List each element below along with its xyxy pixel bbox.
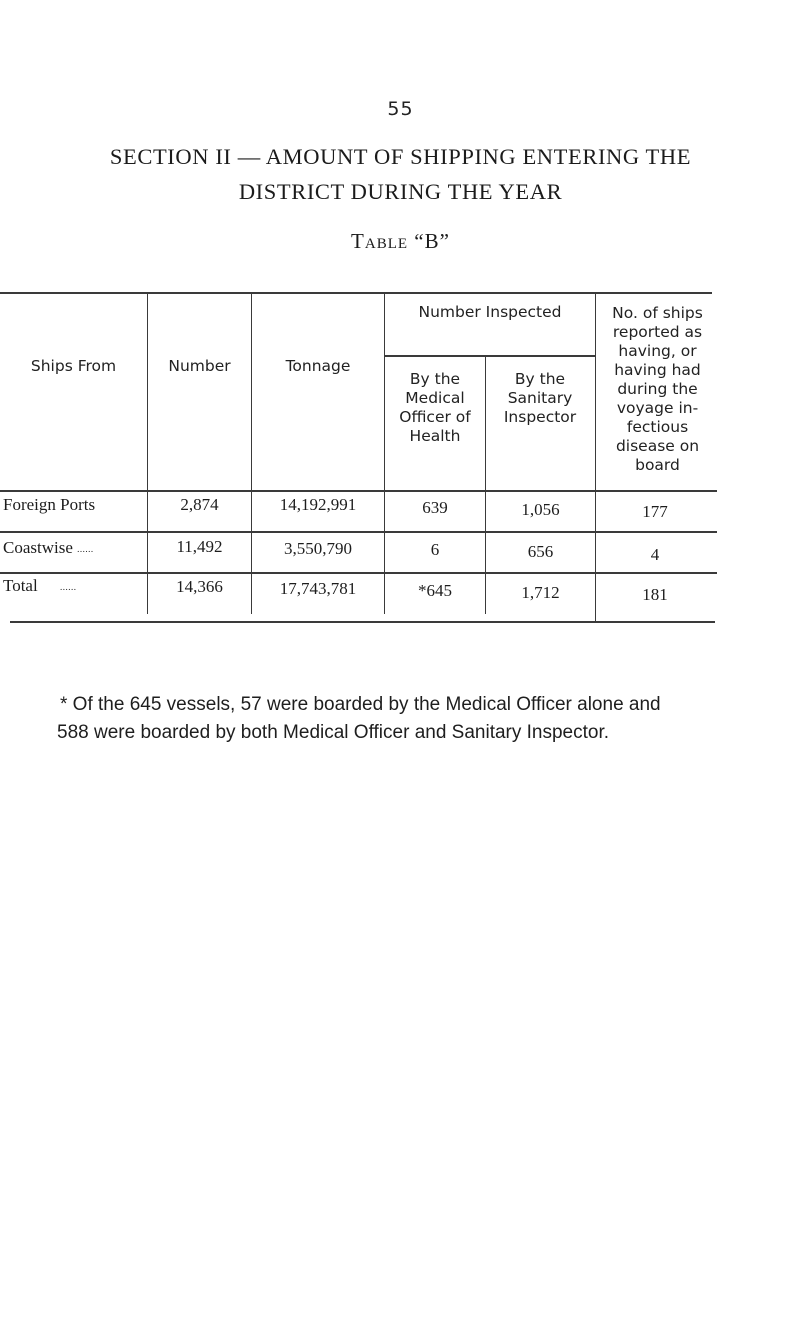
- row-coastwise-by-medical: 6: [430, 540, 440, 559]
- column-rule-4: [485, 355, 486, 614]
- section-title-line-2: DISTRICT DURING THE YEAR: [238, 179, 563, 204]
- header-infectious-disease: No. of ships reported as having, or having had during the voyage in- fectious disease on board: [612, 304, 703, 474]
- row-coastwise-infectious: 4: [650, 545, 660, 564]
- row-total-by-medical: *645: [418, 581, 452, 600]
- row-foreign-ports-by-medical: 639: [422, 498, 448, 517]
- header-tonnage: Tonnage: [285, 357, 351, 375]
- column-rule-3: [384, 292, 385, 614]
- header-number-inspected: Number Inspected: [418, 303, 562, 321]
- row-label-text: Coastwise: [3, 538, 73, 557]
- row-total-by-sanitary: 1,712: [521, 583, 560, 602]
- row-rule-2: [0, 572, 717, 574]
- table-title: Table “B”: [351, 229, 450, 253]
- row-total-tonnage: 17,743,781: [279, 579, 357, 598]
- row-coastwise-by-sanitary: 656: [527, 542, 554, 561]
- header-by-sanitary-inspector: By the Sanitary Inspector: [503, 370, 577, 426]
- row-total-number: 14,366: [176, 577, 223, 596]
- row-foreign-ports-tonnage: 14,192,991: [279, 495, 357, 514]
- row-coastwise-label: [3, 538, 147, 558]
- leader-dots: ......: [77, 544, 94, 555]
- header-number: Number: [168, 357, 231, 375]
- column-rule-1: [147, 292, 148, 614]
- footnote-line-2: 588 were boarded by both Medical Officer and Sanitary Inspector.: [57, 722, 610, 743]
- row-rule-1: [0, 531, 717, 533]
- row-label-text: Total: [3, 576, 38, 595]
- column-rule-5: [595, 292, 596, 622]
- footnote: [57, 691, 760, 747]
- row-foreign-ports-by-sanitary: 1,056: [521, 500, 560, 519]
- row-coastwise-number: 11,492: [176, 537, 223, 556]
- table-top-rule: [0, 292, 712, 294]
- header-by-medical-officer: By the Medical Officer of Health: [399, 370, 471, 445]
- row-foreign-ports-infectious: 177: [642, 502, 668, 521]
- section-title-line-1: SECTION II — AMOUNT OF SHIPPING ENTERING THE: [109, 144, 692, 169]
- row-coastwise-tonnage: 3,550,790: [284, 539, 352, 558]
- row-total-label: [3, 576, 147, 596]
- row-foreign-ports-label: [3, 495, 147, 515]
- row-total-infectious: 181: [642, 585, 668, 604]
- header-bottom-rule: [0, 490, 717, 492]
- inspected-subheader-rule: [384, 355, 595, 357]
- table-bottom-rule: [10, 621, 715, 623]
- row-label-text: Foreign Ports: [3, 495, 96, 514]
- row-foreign-ports-number: 2,874: [180, 495, 219, 514]
- footnote-line-1: * Of the 645 vessels, 57 were boarded by the Medical Officer alone and: [60, 694, 661, 715]
- header-ships-from: Ships From: [30, 357, 117, 375]
- page-number: 55: [387, 98, 414, 120]
- column-rule-2: [251, 292, 252, 614]
- leader-dots: ......: [59, 582, 77, 593]
